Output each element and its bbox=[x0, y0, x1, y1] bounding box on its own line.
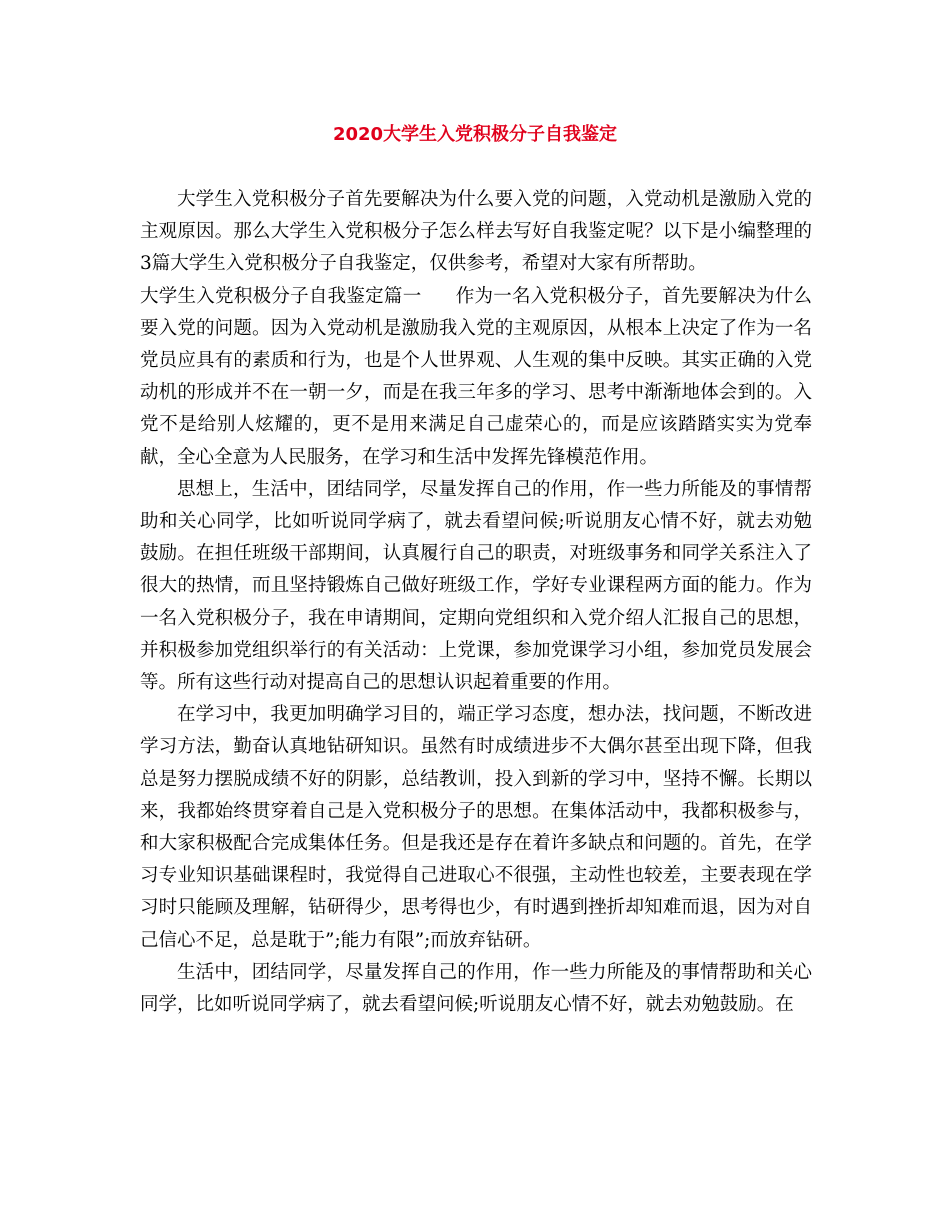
document-body bbox=[140, 184, 812, 1021]
section1-heading: 大学生入党积极分子自我鉴定篇一 bbox=[140, 285, 422, 307]
document-title: 2020大学生入党积极分子自我鉴定 bbox=[332, 124, 618, 145]
paragraph-life: 生活中，团结同学，尽量发挥自己的作用，作一些力所能及的事情帮助和关心同学，比如听说同学病了，就去看望问候;听说朋友心情不好，就去劝勉鼓励。在 bbox=[140, 961, 812, 1016]
section1-paragraph bbox=[140, 281, 812, 474]
paragraph-thought: 思想上，生活中，团结同学，尽量发挥自己的作用，作一些力所能及的事情帮助和关心同学，比如听说同学病了，就去看望问候;听说朋友心情不好，就去劝勉鼓励。在担任班级干部期间，认真履行自己的职责，对班级事务和同学关系注入了很大的热情，而且坚持锻炼自己做好班级工作，学好专业课程两方面的能力。作为一名入党积极分子，我在申请期间，定期向党组织和入党介绍人汇报自己的思想，并积极参加党组织举行的有关活动：上党课，参加党课学习小组，参加党员发展会等。所有这些行动对提高自己的思想认识起着重要的作用。 bbox=[140, 478, 812, 694]
intro-paragraph: 大学生入党积极分子首先要解决为什么要入党的问题，入党动机是激励入党的主观原因。那么大学生入党积极分子怎么样去写好自我鉴定呢？以下是小编整理的3篇大学生入党积极分子自我鉴定，仅供参考，希望对大家有所帮助。 bbox=[140, 189, 812, 275]
section1-text: 作为一名入党积极分子，首先要解决为什么要入党的问题。因为入党动机是激励我入党的主观原因，从根本上决定了作为一名党员应具有的素质和行为，也是个人世界观、人生观的集中反映。其实正确的入党动机的形成并不在一朝一夕，而是在我三年多的学习、思考中渐渐地体会到的。入党不是给别人炫耀的，更不是用来满足自己虚荣心的，而是应该踏踏实实为党奉献，全心全意为人民服务，在学习和生活中发挥先锋模范作用。 bbox=[140, 285, 812, 468]
paragraph-study: 在学习中，我更加明确学习目的，端正学习态度，想办法，找问题，不断改进学习方法，勤奋认真地钻研知识。虽然有时成绩进步不大偶尔甚至出现下降，但我总是努力摆脱成绩不好的阴影，总结教训，投入到新的学习中，坚持不懈。长期以来，我都始终贯穿着自己是入党积极分子的思想。在集体活动中，我都积极参与，和大家积极配合完成集体任务。但是我还是存在着许多缺点和问题的。首先，在学习专业知识基础课程时，我觉得自己进取心不很强，主动性也较差，主要表现在学习时只能顾及理解，钻研得少，思考得也少，有时遇到挫折却知难而退，因为对自己信心不足，总是耽于”;能力有限”;而放弃钻研。 bbox=[140, 704, 812, 951]
